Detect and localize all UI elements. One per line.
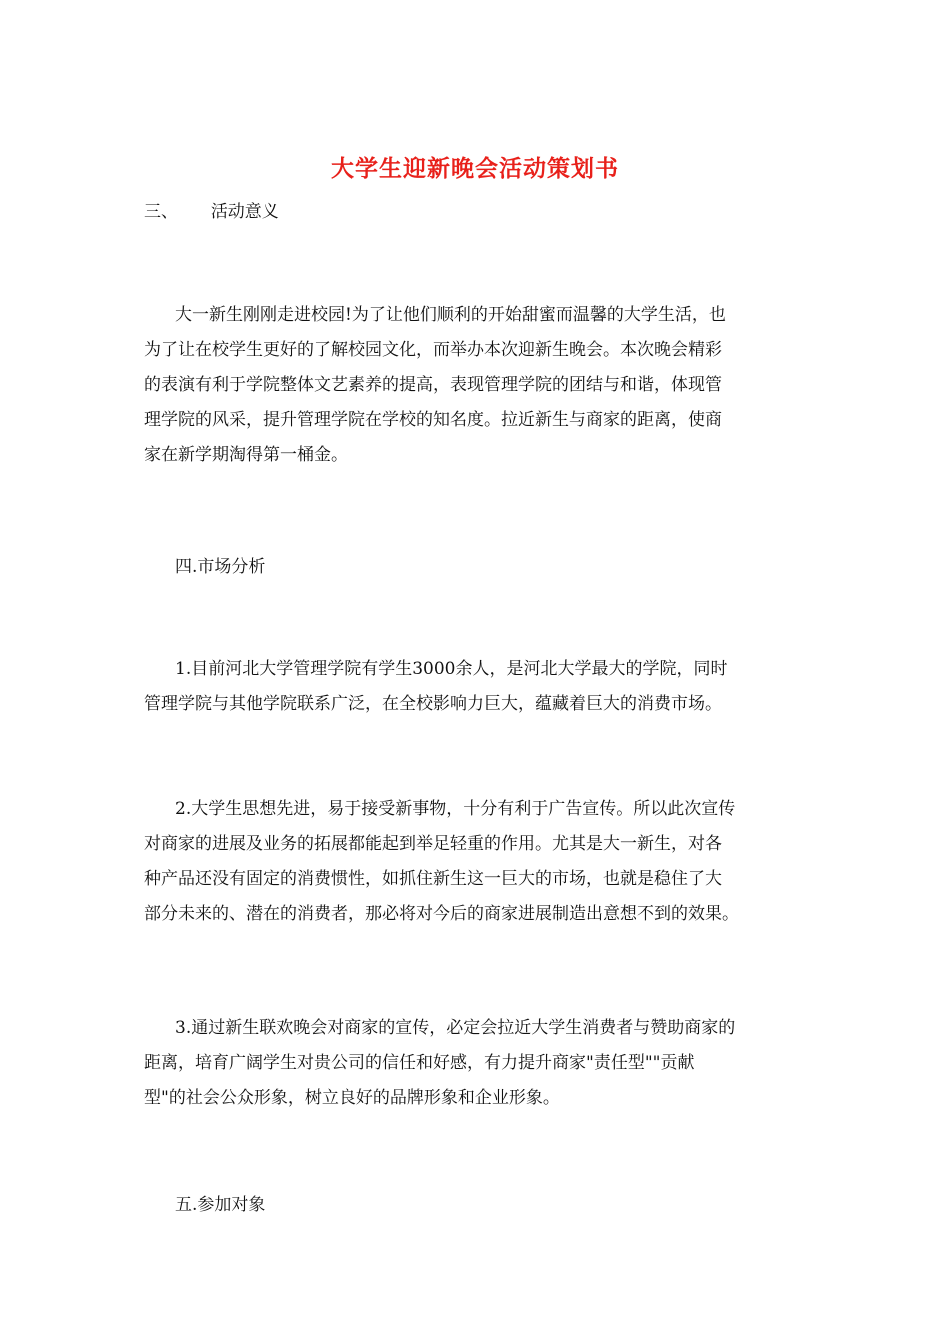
paragraph-line: 的表演有利于学院整体文艺素养的提高，表现管理学院的团结与和谐，体现管: [144, 375, 722, 395]
section-3-number: 三、: [144, 202, 178, 222]
paragraph-line: 3.通过新生联欢晚会对商家的宣传，必定会拉近大学生消费者与赞助商家的: [175, 1018, 736, 1038]
paragraph-line: 部分未来的、潜在的消费者，那必将对今后的商家进展制造出意想不到的效果。: [144, 904, 739, 924]
section-5-heading: 五.参加对象: [175, 1195, 266, 1215]
section-3-heading: [144, 200, 279, 224]
paragraph-line: 型"的社会公众形象，树立良好的品牌形象和企业形象。: [144, 1088, 560, 1108]
section-4-item-2: [144, 792, 809, 932]
section-4-item-1: [144, 652, 809, 722]
section-4-item-3: [144, 1011, 809, 1116]
paragraph-line: 种产品还没有固定的消费惯性，如抓住新生这一巨大的市场，也就是稳住了大: [144, 869, 722, 889]
paragraph-line: 管理学院与其他学院联系广泛，在全校影响力巨大，蕴藏着巨大的消费市场。: [144, 694, 722, 714]
document-title: 大学生迎新晚会活动策划书: [331, 155, 619, 182]
paragraph-line: 距离，培育广阔学生对贵公司的信任和好感，有力提升商家"责任型""贡献: [144, 1053, 695, 1073]
paragraph-line: 理学院的风采，提升管理学院在学校的知名度。拉近新生与商家的距离，使商: [144, 410, 722, 430]
paragraph-line: 1.目前河北大学管理学院有学生3000余人，是河北大学最大的学院，同时: [175, 659, 728, 679]
section-4-heading: 四.市场分析: [175, 557, 266, 577]
paragraph-line: 为了让在校学生更好的了解校园文化，而举办本次迎新生晚会。本次晚会精彩: [144, 340, 722, 360]
paragraph-line: 2.大学生思想先进，易于接受新事物，十分有利于广告宣传。所以此次宣传: [175, 799, 736, 819]
section-3-paragraph: [144, 298, 809, 473]
paragraph-line: 大一新生刚刚走进校园!为了让他们顺利的开始甜蜜而温馨的大学生活，也: [175, 305, 726, 325]
paragraph-line: 家在新学期淘得第一桶金。: [144, 445, 348, 465]
section-3-title: 活动意义: [210, 202, 279, 222]
paragraph-line: 对商家的进展及业务的拓展都能起到举足轻重的作用。尤其是大一新生，对各: [144, 834, 722, 854]
